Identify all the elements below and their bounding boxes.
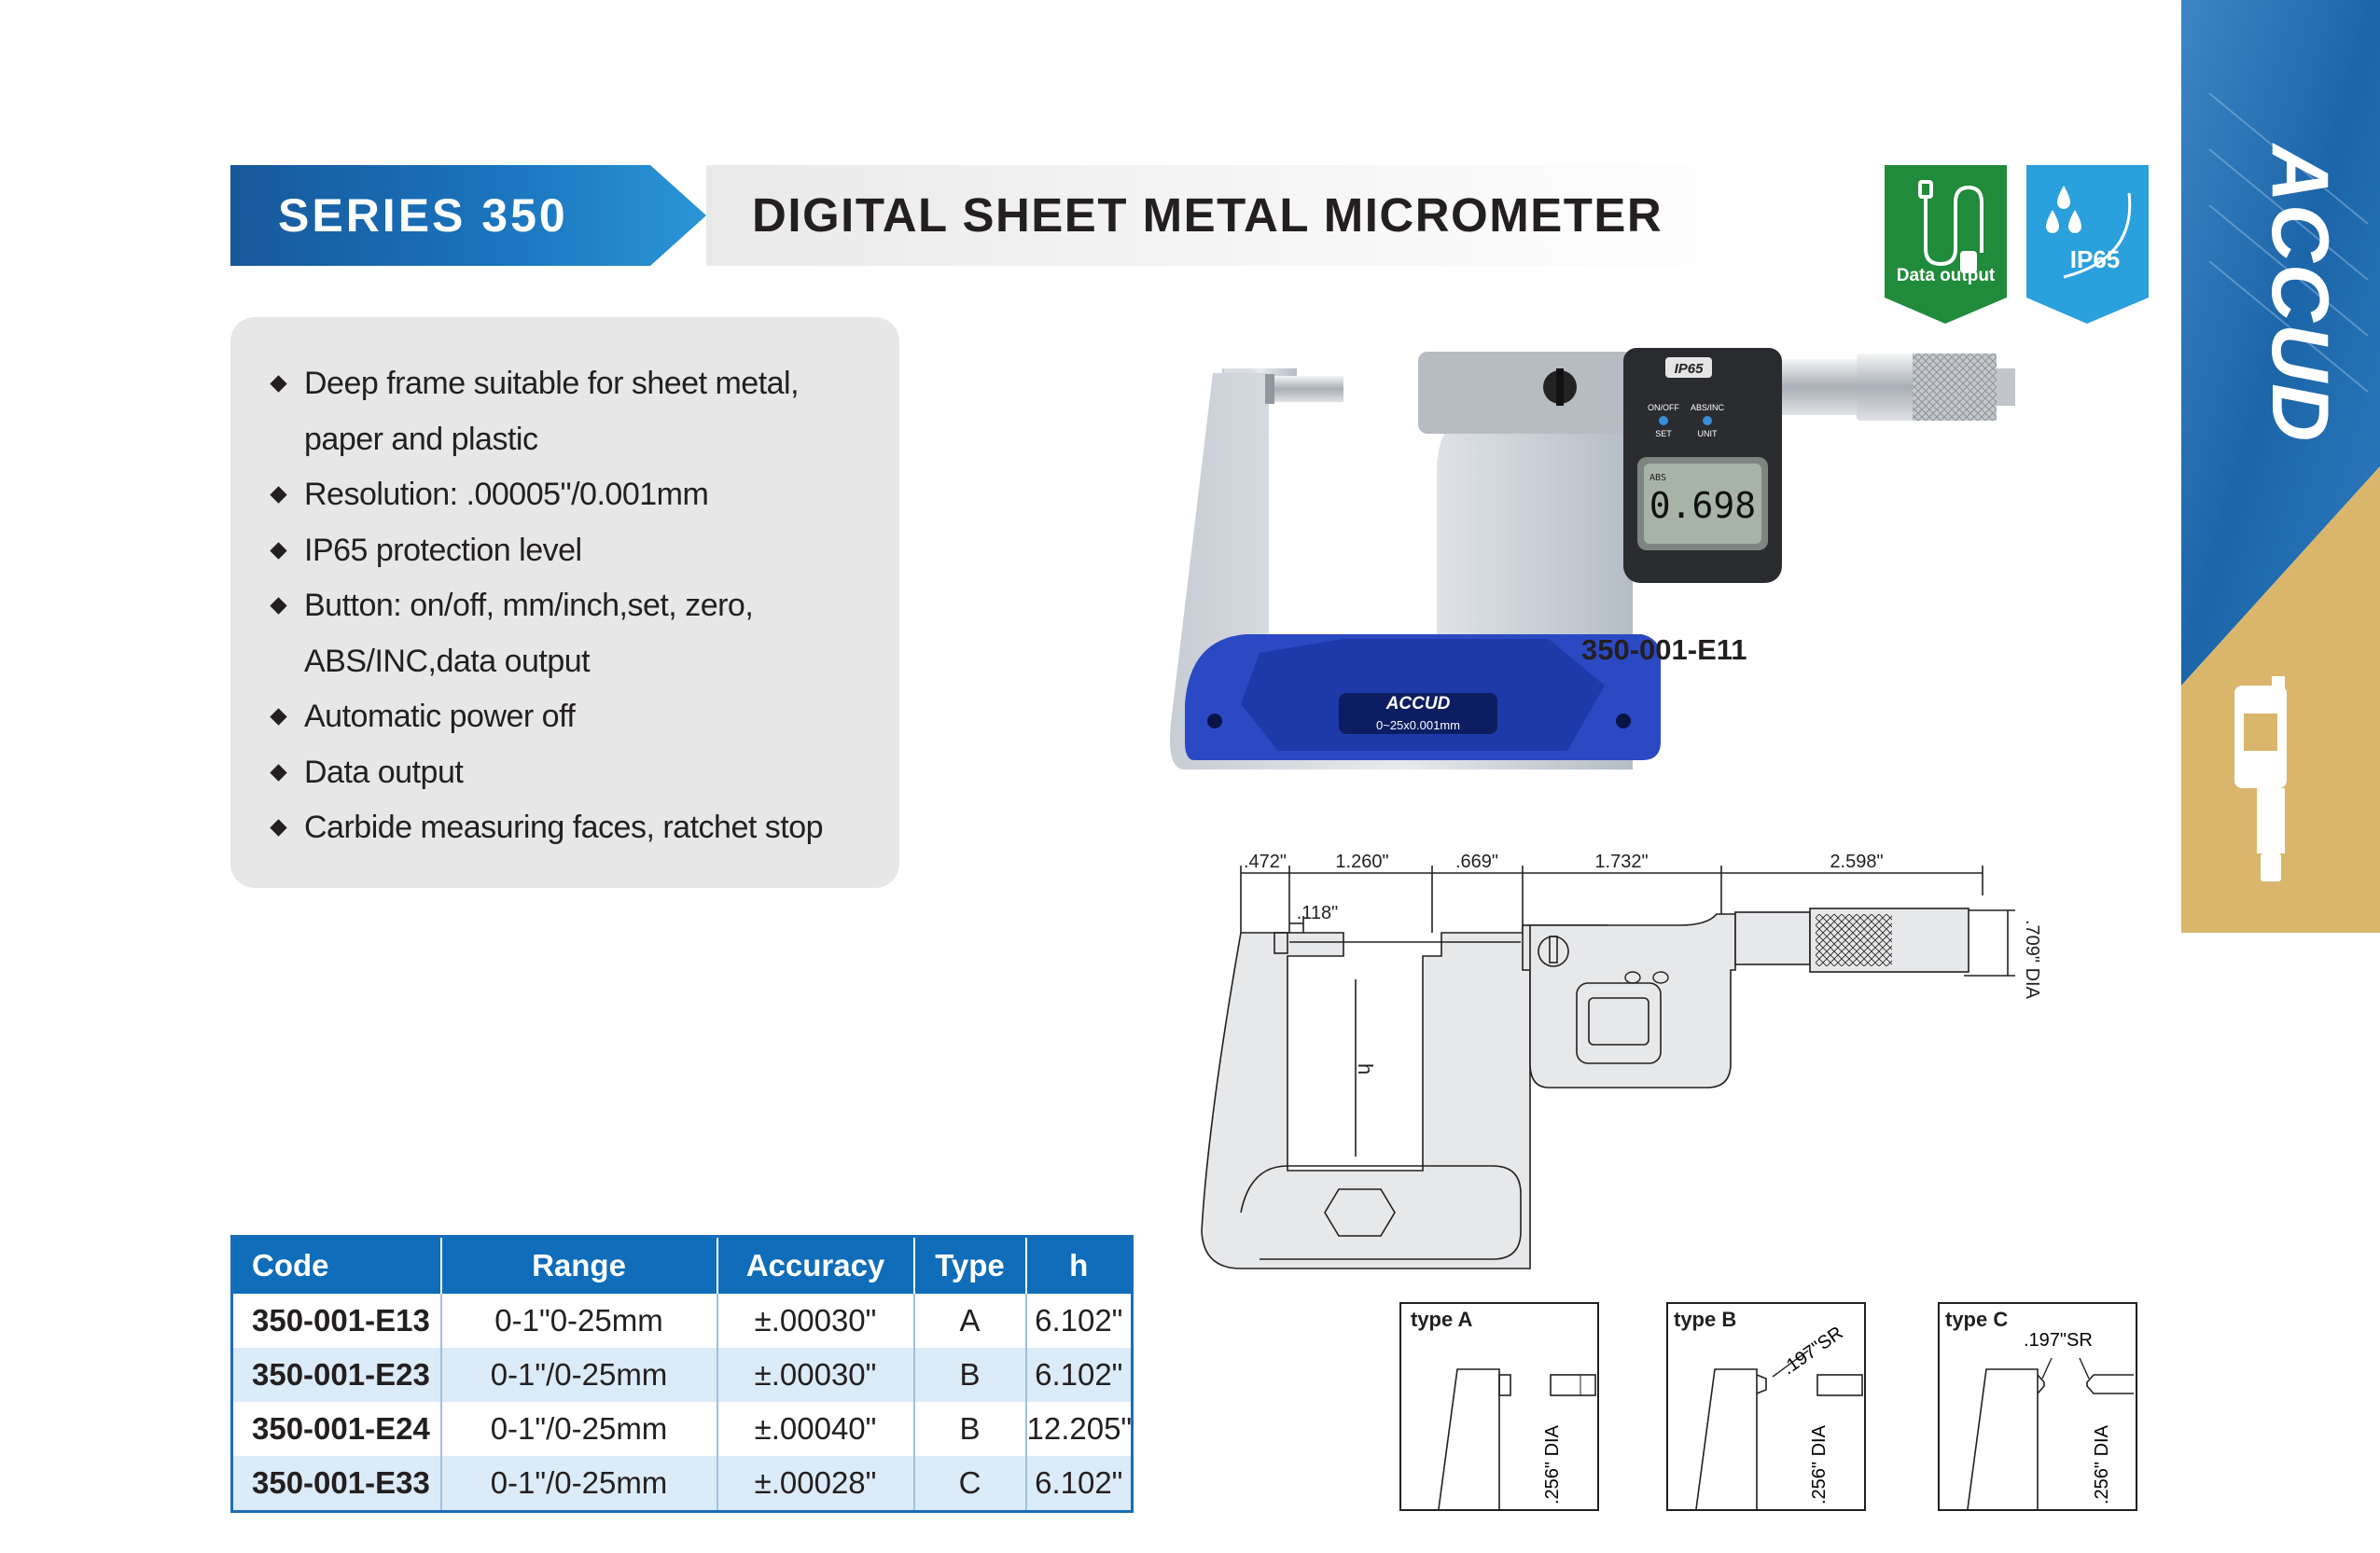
bullet-diamond-icon — [270, 597, 286, 614]
btn-label-set: SET — [1655, 429, 1672, 438]
type-c-dia: .256" DIA — [2092, 1425, 2112, 1504]
bullet-diamond-icon — [270, 708, 286, 725]
feature-item: Data output — [271, 745, 877, 801]
bullet-diamond-icon — [270, 764, 286, 781]
ip-badge-label: IP65 — [1674, 361, 1704, 377]
bullet-diamond-icon — [270, 819, 286, 836]
type-b-box — [1666, 1302, 1866, 1511]
type-a-dia: .256" DIA — [1542, 1425, 1563, 1504]
series-label: SERIES 350 — [278, 189, 568, 242]
type-c-label: type C — [1945, 1308, 2009, 1331]
ip65-label: IP65 — [2069, 245, 2121, 273]
brand-logo — [2225, 121, 2374, 466]
bullet-diamond-icon — [270, 542, 286, 559]
type-c-sr: .197"SR — [2024, 1330, 2093, 1351]
col-header-h: h — [1026, 1237, 1133, 1295]
btn-label-unit: UNIT — [1697, 429, 1718, 438]
dim-anvil: .118" — [1296, 903, 1339, 923]
feature-item: IP65 protection level — [271, 523, 877, 579]
col-header-type: Type — [914, 1237, 1026, 1295]
type-b-dia: .256" DIA — [1809, 1425, 1830, 1504]
col-header-accuracy: Accuracy — [717, 1237, 914, 1295]
display-reading: 0.698 — [1649, 485, 1757, 526]
product-photo — [1157, 331, 2015, 770]
btn-label-absinc: ABS/INC — [1690, 403, 1725, 412]
dim-669: .669" — [1454, 852, 1499, 872]
data-output-label: Data output — [1896, 266, 1996, 285]
col-header-code: Code — [232, 1237, 441, 1295]
type-a-box — [1399, 1302, 1599, 1511]
dim-472: .472" — [1243, 852, 1287, 872]
feature-item: Deep frame suitable for sheet metal, — [271, 356, 877, 412]
dimension-drawing — [1185, 839, 2062, 1296]
bullet-diamond-icon — [270, 375, 286, 392]
table-header-row — [232, 1237, 1133, 1295]
spec-table — [230, 1235, 1134, 1513]
table-row: 350-001-E23 0-1"/0-25mm ±.00030" B 6.102" — [232, 1348, 1133, 1402]
feature-item: Resolution: .00005"/0.001mm — [271, 467, 877, 523]
frame-spec-label: 0~25x0.001mm — [1376, 718, 1460, 732]
dim-2598: 2.598" — [1830, 852, 1884, 872]
bullet-diamond-icon — [270, 486, 286, 503]
col-header-range: Range — [441, 1237, 717, 1295]
feature-item-continued: paper and plastic — [304, 421, 538, 457]
brand-name: ACCUD — [2255, 144, 2345, 444]
feature-item: Automatic power off — [271, 689, 877, 745]
type-b-label: type B — [1674, 1308, 1737, 1331]
type-c-box — [1938, 1302, 2137, 1511]
type-a-label: type A — [1411, 1308, 1473, 1331]
dim-dia: .709" DIA — [2022, 920, 2042, 999]
page-title: DIGITAL SHEET METAL MICROMETER — [752, 188, 1663, 242]
dim-1260: 1.260" — [1335, 852, 1389, 872]
feature-item-continued: ABS/INC,data output — [304, 643, 591, 679]
ip65-badge — [2026, 165, 2149, 324]
display-mode: ABS — [1649, 473, 1667, 483]
dim-h: h — [1354, 1063, 1377, 1075]
table-row: 350-001-E24 0-1"/0-25mm ±.00040" B 12.205" — [232, 1402, 1133, 1456]
frame-brand-label: ACCUD — [1385, 694, 1451, 714]
feature-item: Carbide measuring faces, ratchet stop — [271, 800, 877, 856]
micrometer-silhouette-icon — [2225, 676, 2309, 881]
feature-item: Button: on/off, mm/inch,set, zero, — [271, 578, 877, 634]
data-output-badge — [1885, 165, 2007, 324]
features-list — [271, 356, 877, 856]
type-b-sr: .197"SR — [1778, 1323, 1847, 1380]
table-row: 350-001-E33 0-1"/0-25mm ±.00028" C 6.102" — [232, 1456, 1133, 1512]
btn-label-onoff: ON/OFF — [1648, 403, 1679, 412]
table-row: 350-001-E13 0-1"0-25mm ±.00030" A 6.102" — [232, 1294, 1133, 1348]
product-code: 350-001-E11 — [1581, 633, 1747, 666]
dim-1732: 1.732" — [1594, 852, 1649, 872]
